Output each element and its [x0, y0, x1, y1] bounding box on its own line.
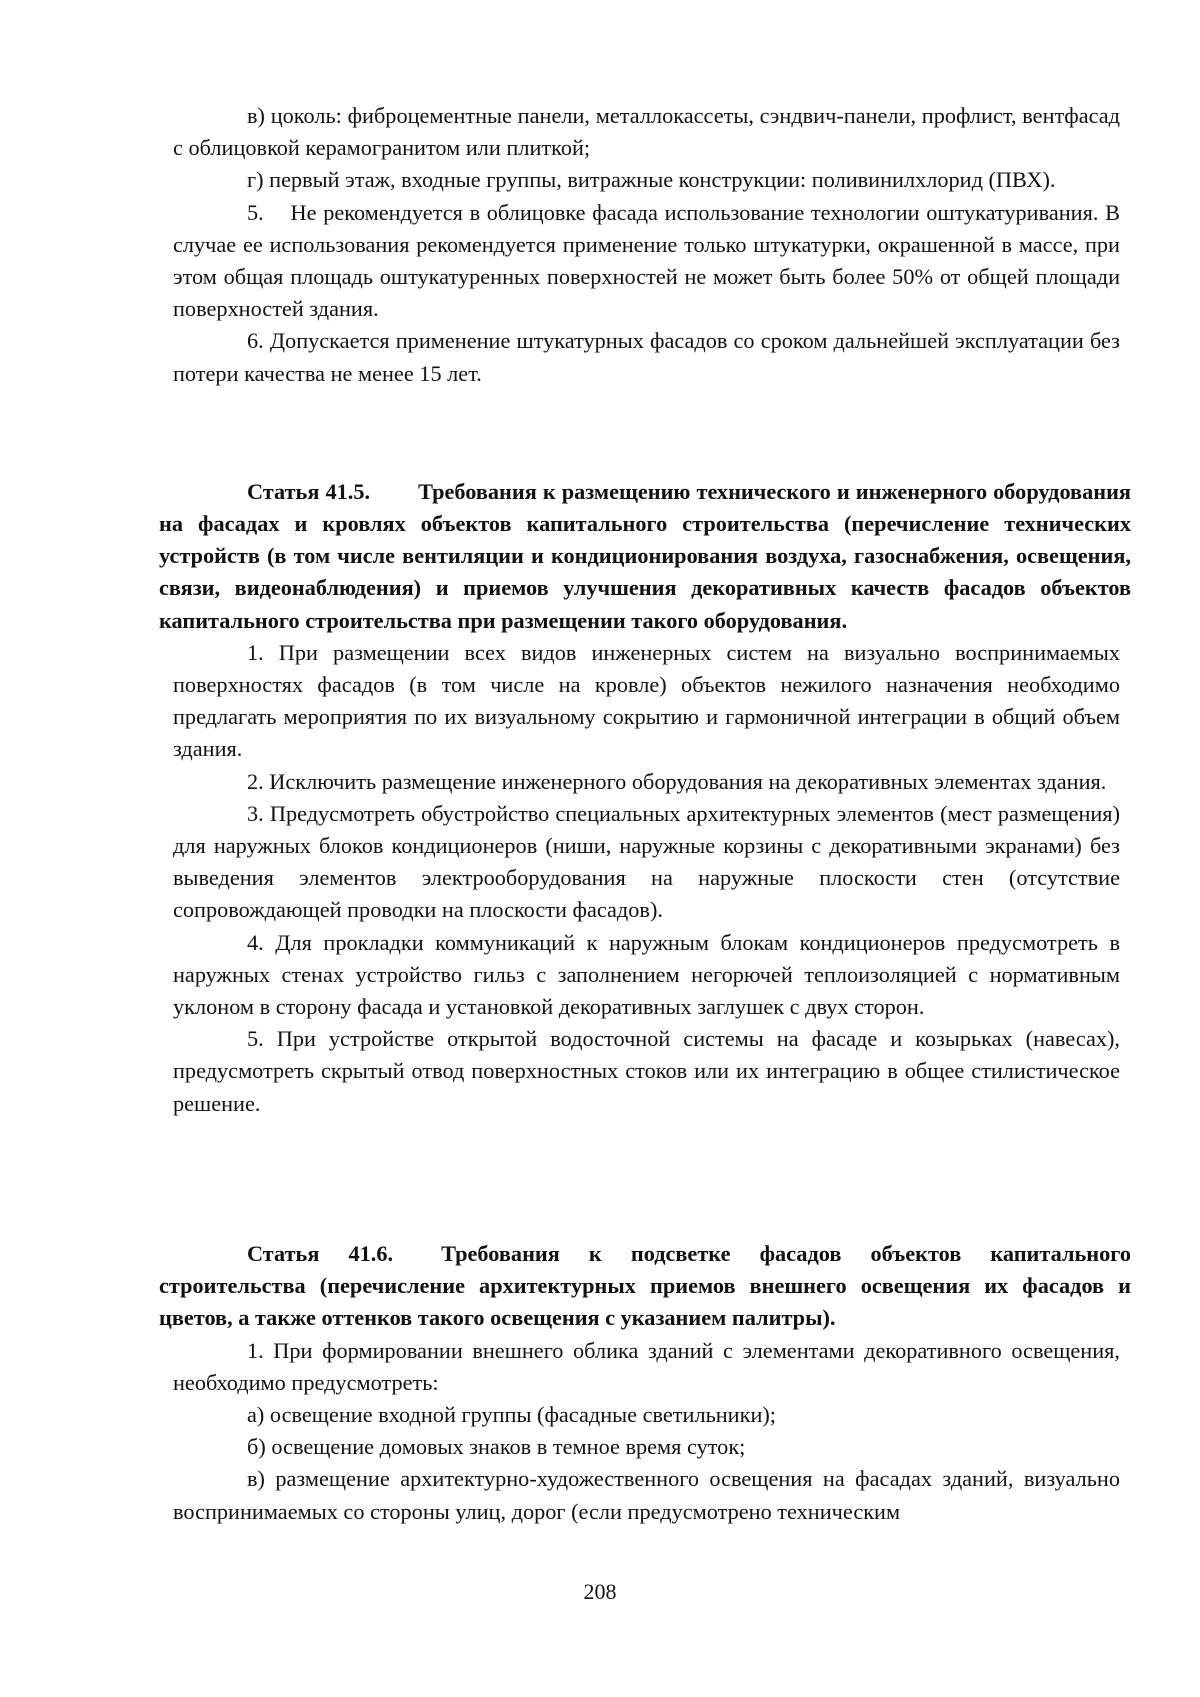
- paragraph-item-5: 5. Не рекомендуется в облицовке фасада использование технологии оштукатуривания. В случае ее использования рекомендуется применение только штукатурки, окрашенной в массе, при этом общая площадь оштукатуренных поверхностей не может быть более 50% от общей площади поверхностей здания.: [173, 199, 1126, 322]
- article-41-5-item-2: 2. Исключить размещение инженерного оборудования на декоративных элементах здания.: [247, 768, 1107, 794]
- paragraph-first-floor: г) первый этаж, входные группы, витражные конструкции: поливинилхлорид (ПВХ).: [247, 167, 1056, 193]
- article-41-5-heading: [159, 476, 1131, 637]
- article-41-6-item-1: 1. При формировании внешнего облика зданий с элементами декоративного освещения, необходимо предусмотреть:: [173, 1337, 1120, 1395]
- article-41-5-item-4: 4. Для прокладки коммуникаций к наружным блокам кондиционеров предусмотреть в наружных стенах устройство гильз с заполнением негорючей теплоизоляцией с нормативным уклоном в сторону фасада и установкой декоративных заглушек с двух сторон.: [173, 929, 1120, 1020]
- article-41-6-item-a: а) освещение входной группы (фасадные светильники);: [247, 1401, 776, 1427]
- article-41-5-item-3: 3. Предусмотреть обустройство специальных архитектурных элементов (мест размещения) для наружных блоков кондиционеров (ниши, наружные корзины с декоративными экранами) без выведения элементов электрооборудования на наружные плоскости стен (отсутствие сопровождающей проводки на плоскости фасадов).: [173, 800, 1120, 923]
- article-41-6-item-b: б) освещение домовых знаков в темное время суток;: [247, 1434, 746, 1460]
- article-41-6-number: Статья 41.6.: [247, 1240, 394, 1266]
- article-41-5-title: Требования к размещению технического и инженерного оборудования на фасадах и кровлях объектов капитального строительства (перечисление технических устройств (в том числе вентиляции и кондиционирования воздуха, газоснабжения, освещения, связи, видеонаблюдения) и приемов улучшения декоративных качеств фасадов объектов капитального строительства при размещении такого оборудования.: [159, 478, 1131, 633]
- article-41-6-item-v: в) размещение архитектурно-художественного освещения на фасадах зданий, визуально воспринимаемых со стороны улиц, дорог (если предусмотрено техническим: [173, 1466, 1120, 1524]
- spacer: [173, 1120, 1120, 1238]
- article-41-6-heading: [159, 1238, 1131, 1335]
- article-41-5-item-1: 1. При размещении всех видов инженерных систем на визуально воспринимаемых поверхностях фасадов (в том числе на кровле) объектов нежилого назначения необходимо предлагать мероприятия по их визуальному сокрытию и гармоничной интеграции в общий объем здания.: [173, 639, 1120, 762]
- paragraph-basement: в) цоколь: фиброцементные панели, металлокассеты, сэндвич-панели, профлист, вентфасад с облицовкой керамогранитом или плиткой;: [173, 103, 1120, 161]
- article-41-6-title: Требования к подсветке фасадов объектов капитального строительства (перечисление архитектурных приемов внешнего освещения их фасадов и цветов, а также оттенков такого освещения с указанием палитры).: [159, 1240, 1131, 1331]
- page-number: 208: [583, 1579, 617, 1604]
- article-41-5-number: Статья 41.5.: [247, 478, 371, 504]
- article-41-5-item-5: 5. При устройстве открытой водосточной системы на фасаде и козырьках (навесах), предусмотреть скрытый отвод поверхностных стоков или их интеграцию в общее стилистическое решение.: [173, 1026, 1120, 1116]
- paragraph-item-6: 6. Допускается применение штукатурных фасадов со сроком дальнейшей эксплуатации без потери качества не менее 15 лет.: [173, 328, 1120, 386]
- spacer: [173, 390, 1120, 476]
- page-content: [159, 100, 1131, 1528]
